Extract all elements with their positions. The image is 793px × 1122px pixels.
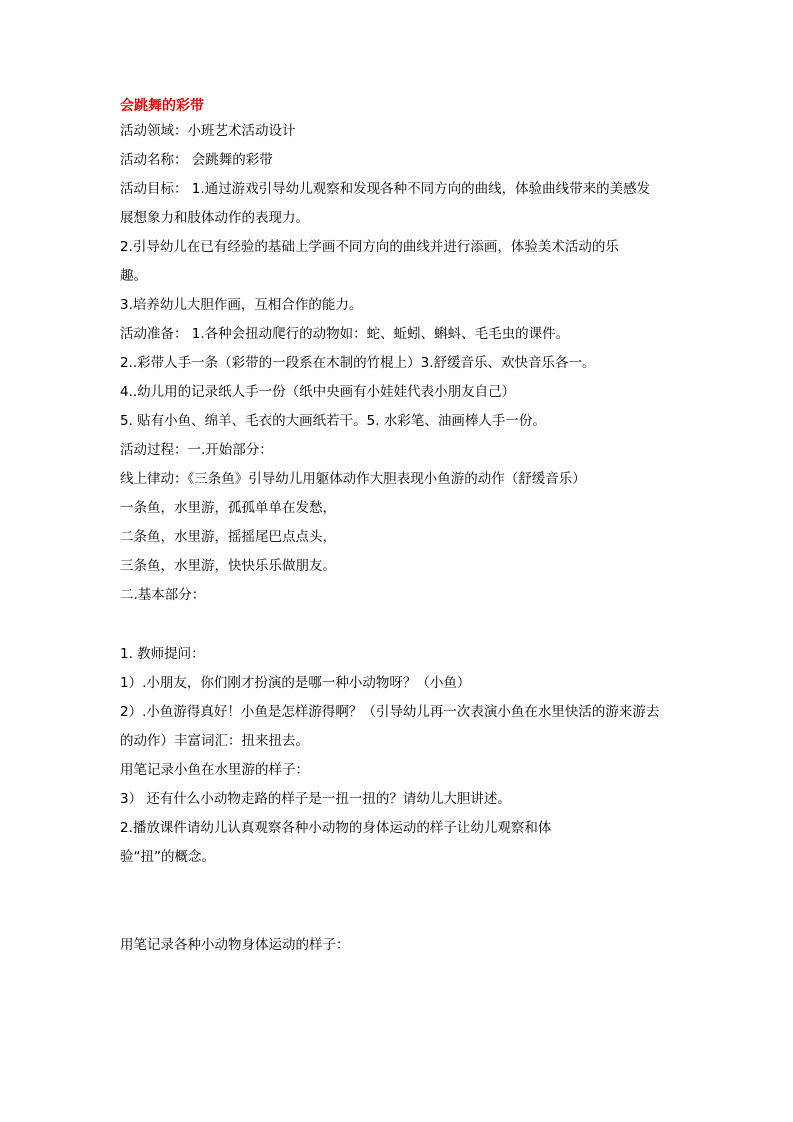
activity-prep-4: 4..幼儿用的记录纸人手一份（纸中央画有小娃娃代表小朋友自己） — [120, 384, 516, 400]
rhythm-intro: 线上律动：《三条鱼》引导幼儿用躯体动作大胆表现小鱼游的动作（舒缓音乐） — [120, 471, 586, 487]
question-3: 3） 还有什么小动物走路的样子是一扭一扭的？请幼儿大胆讲述。 — [120, 791, 511, 807]
record-animals: 用笔记录各种小动物身体运动的样子： — [120, 937, 350, 953]
rhyme-line-2: 二条鱼，水里游，摇摇尾巴点点头， — [120, 529, 336, 545]
question-1: 1）.小朋友，你们刚才扮演的是哪一种小动物呀？（小鱼） — [120, 675, 471, 691]
activity-name: 活动名称： 会跳舞的彩带 — [120, 152, 273, 168]
teacher-question-heading: 1. 教师提问： — [120, 646, 205, 662]
rhyme-line-3: 三条鱼，水里游，快快乐乐做朋友。 — [120, 558, 336, 574]
activity-goal-3: 3.培养幼儿大胆作画，互相合作的能力。 — [120, 297, 363, 313]
activity-goal-2: 2.引导幼儿在已有经验的基础上学画不同方向的曲线并进行添画，体验美术活动的乐 — [120, 239, 619, 255]
courseware-step-cont: 验“扭”的概念。 — [120, 849, 215, 865]
rhyme-line-1: 一条鱼，水里游，孤孤单单在发愁， — [120, 500, 336, 516]
question-2: 2）.小鱼游得真好！小鱼是怎样游得啊？（引导幼儿再一次表演小鱼在水里快活的游来游去 — [120, 704, 660, 720]
activity-goal-1-cont: 展想象力和肢体动作的表现力。 — [120, 210, 309, 226]
activity-goal-1: 活动目标： 1.通过游戏引导幼儿观察和发现各种不同方向的曲线，体验曲线带来的美感发 — [120, 181, 651, 197]
question-2-cont: 的动作）丰富词汇：扭来扭去。 — [120, 733, 309, 749]
activity-prep-1: 活动准备： 1.各种会扭动爬行的动物如：蛇、蚯蚓、蝌蚪、毛毛虫的课件。 — [120, 326, 570, 342]
courseware-step: 2.播放课件请幼儿认真观察各种小动物的身体运动的样子让幼儿观察和体 — [120, 820, 552, 836]
document-title: 会跳舞的彩带 — [120, 98, 204, 114]
record-fish: 用笔记录小鱼在水里游的样子： — [120, 762, 309, 778]
activity-prep-5: 5. 贴有小鱼、绵羊、毛衣的大画纸若干。5. 水彩笔、油画棒人手一份。 — [120, 413, 546, 429]
activity-prep-2: 2..彩带人手一条（彩带的一段系在木制的竹棍上）3.舒缓音乐、欢快音乐各一。 — [120, 355, 596, 371]
activity-goal-2-cont: 趣。 — [120, 268, 147, 284]
activity-domain: 活动领域：小班艺术活动设计 — [120, 123, 296, 139]
basic-section-heading: 二.基本部分： — [120, 587, 206, 603]
process-start: 活动过程：一.开始部分： — [120, 442, 273, 458]
